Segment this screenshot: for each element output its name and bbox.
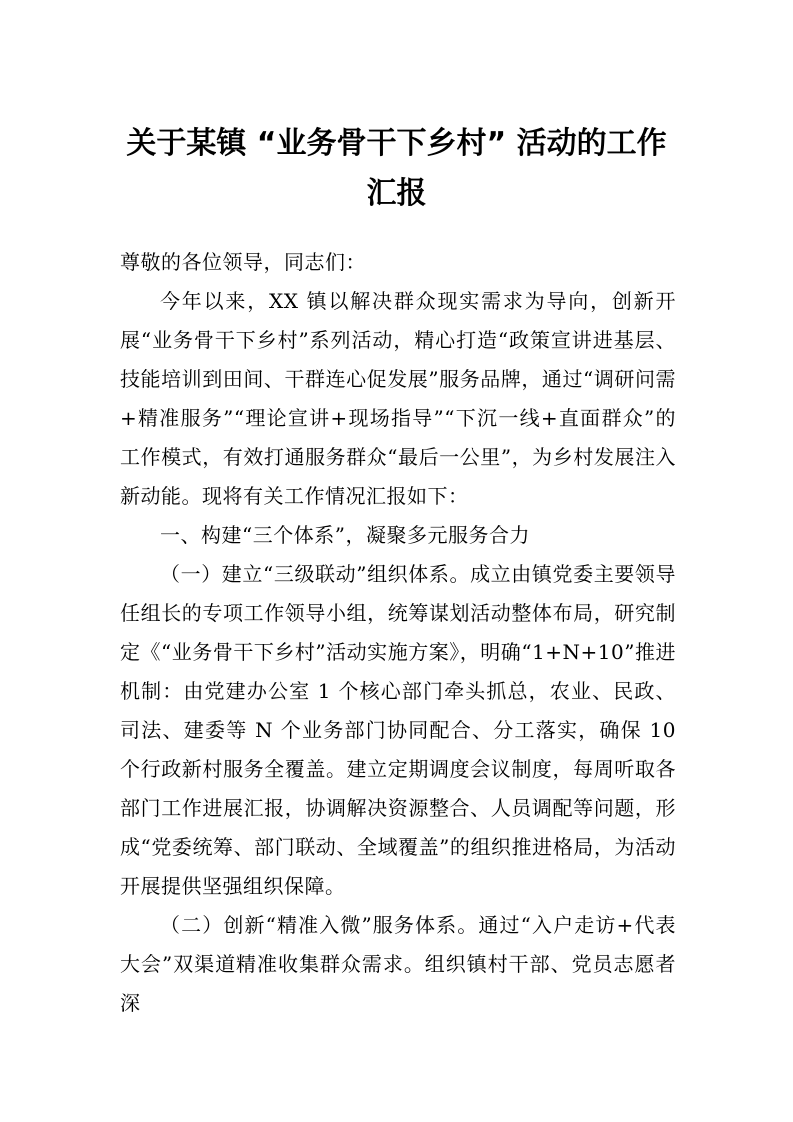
document-title-line-2: 汇报 <box>366 176 427 211</box>
subsection-paragraph-1: （一）建立“三级联动”组织体系。成立由镇党委主要领导任组长的专项工作领导小组，统筹谋划活动整体布局，研究制定《“业务骨干下乡村”活动实施方案》，明确“1+N+10”推进机制：由党建办公室 1 个核心部门牵头抓总，农业、民政、司法、建委等 N 个业务部门协同配合、分工落实，确保 10 个行政新村服务全覆盖。建立定期调度会议制度，每周听取各部门工作进展汇报，协调解决资源整合、人员调配等问题，形成“党委统筹、部门联动、全域覆盖”的组织推进格局，为活动开展提供坚强组织保障。 <box>120 562 676 898</box>
document-body <box>120 282 676 1023</box>
section-heading-1: 一、构建“三个体系”，凝聚多元服务合力 <box>160 523 530 547</box>
salutation: 尊敬的各位领导，同志们： <box>120 250 366 274</box>
document-title-line-1: 关于某镇 “业务骨干下乡村” 活动的工作 <box>126 126 667 161</box>
intro-paragraph: 今年以来，XX 镇以解决群众现实需求为导向，创新开展“业务骨干下乡村”系列活动，精心打造“政策宣讲进基层、技能培训到田间、干群连心促发展”服务品牌，通过“调研问需+精准服务”“理论宣讲+现场指导”“下沉一线+直面群众”的工作模式，有效打通服务群众“最后一公里”，为乡村发展注入新动能。现将有关工作情况汇报如下： <box>120 289 676 508</box>
subsection-paragraph-2: （二）创新“精准入微”服务体系。通过“入户走访+代表大会”双渠道精准收集群众需求。组织镇村干部、党员志愿者深 <box>120 913 676 1015</box>
